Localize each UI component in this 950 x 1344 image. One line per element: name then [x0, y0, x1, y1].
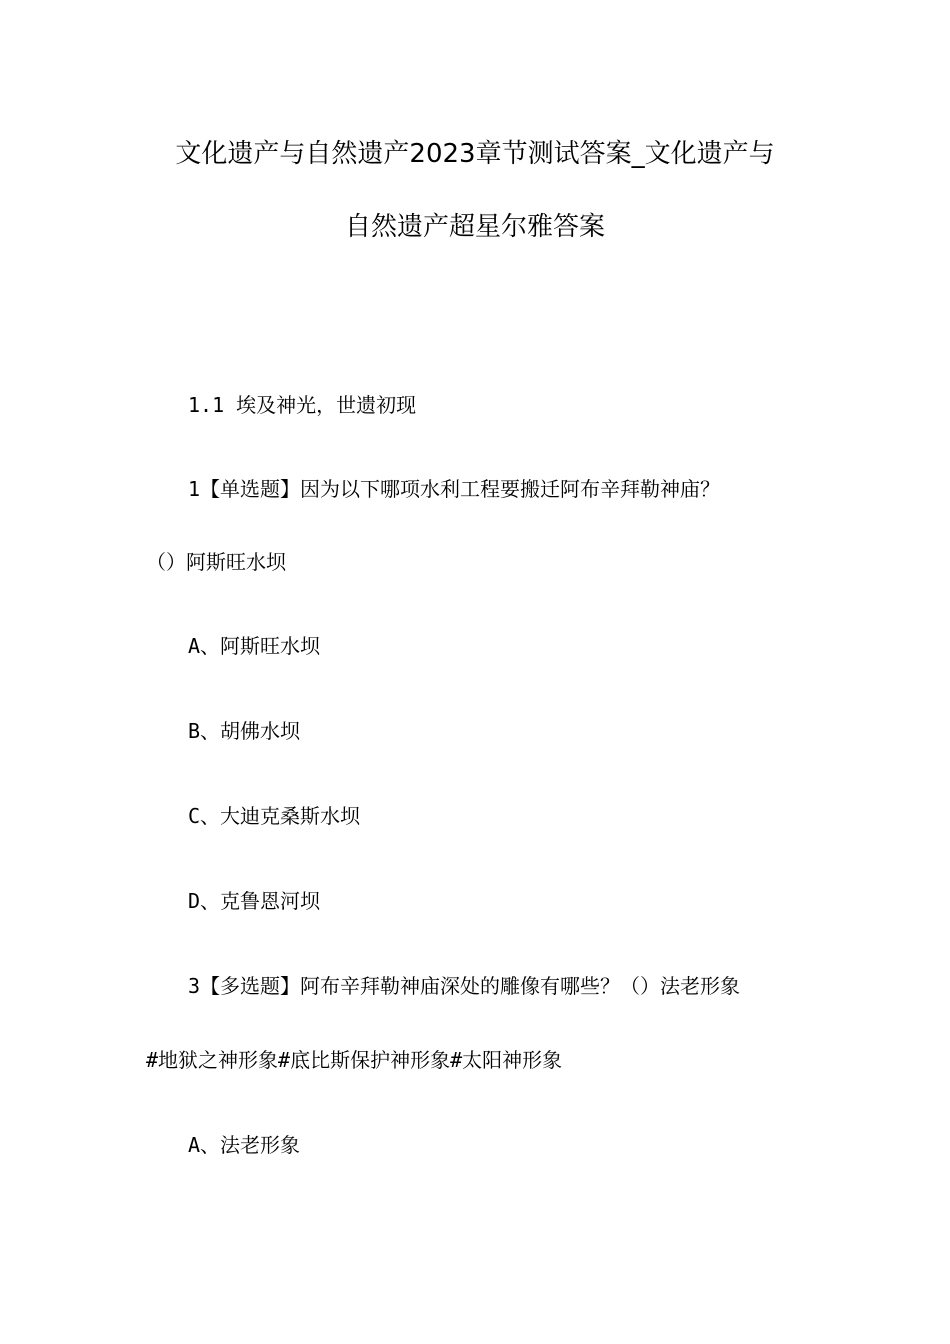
document-title-line-1: 文化遗产与自然遗产2023章节测试答案_文化遗产与: [175, 139, 775, 169]
question-1-option-a: A、阿斯旺水坝: [188, 634, 321, 658]
question-3-option-a: A、法老形象: [188, 1133, 301, 1157]
section-heading: 1.1 埃及神光，世遗初现: [188, 393, 417, 417]
question-1-option-c: C、大迪克桑斯水坝: [188, 804, 361, 828]
question-3-stem-continued: #地狱之神形象#底比斯保护神形象#太阳神形象: [146, 1048, 563, 1072]
question-1-option-b: B、胡佛水坝: [188, 719, 301, 743]
question-1-option-d: D、克鲁恩河坝: [188, 889, 321, 913]
question-3-stem: 3【多选题】阿布辛拜勒神庙深处的雕像有哪些？（）法老形象: [188, 974, 741, 998]
question-1-stem-continued: （）阿斯旺水坝: [146, 550, 286, 574]
document-title-line-2: 自然遗产超星尔雅答案: [344, 212, 605, 242]
question-1-stem: 1【单选题】因为以下哪项水利工程要搬迁阿布辛拜勒神庙？: [188, 477, 721, 501]
